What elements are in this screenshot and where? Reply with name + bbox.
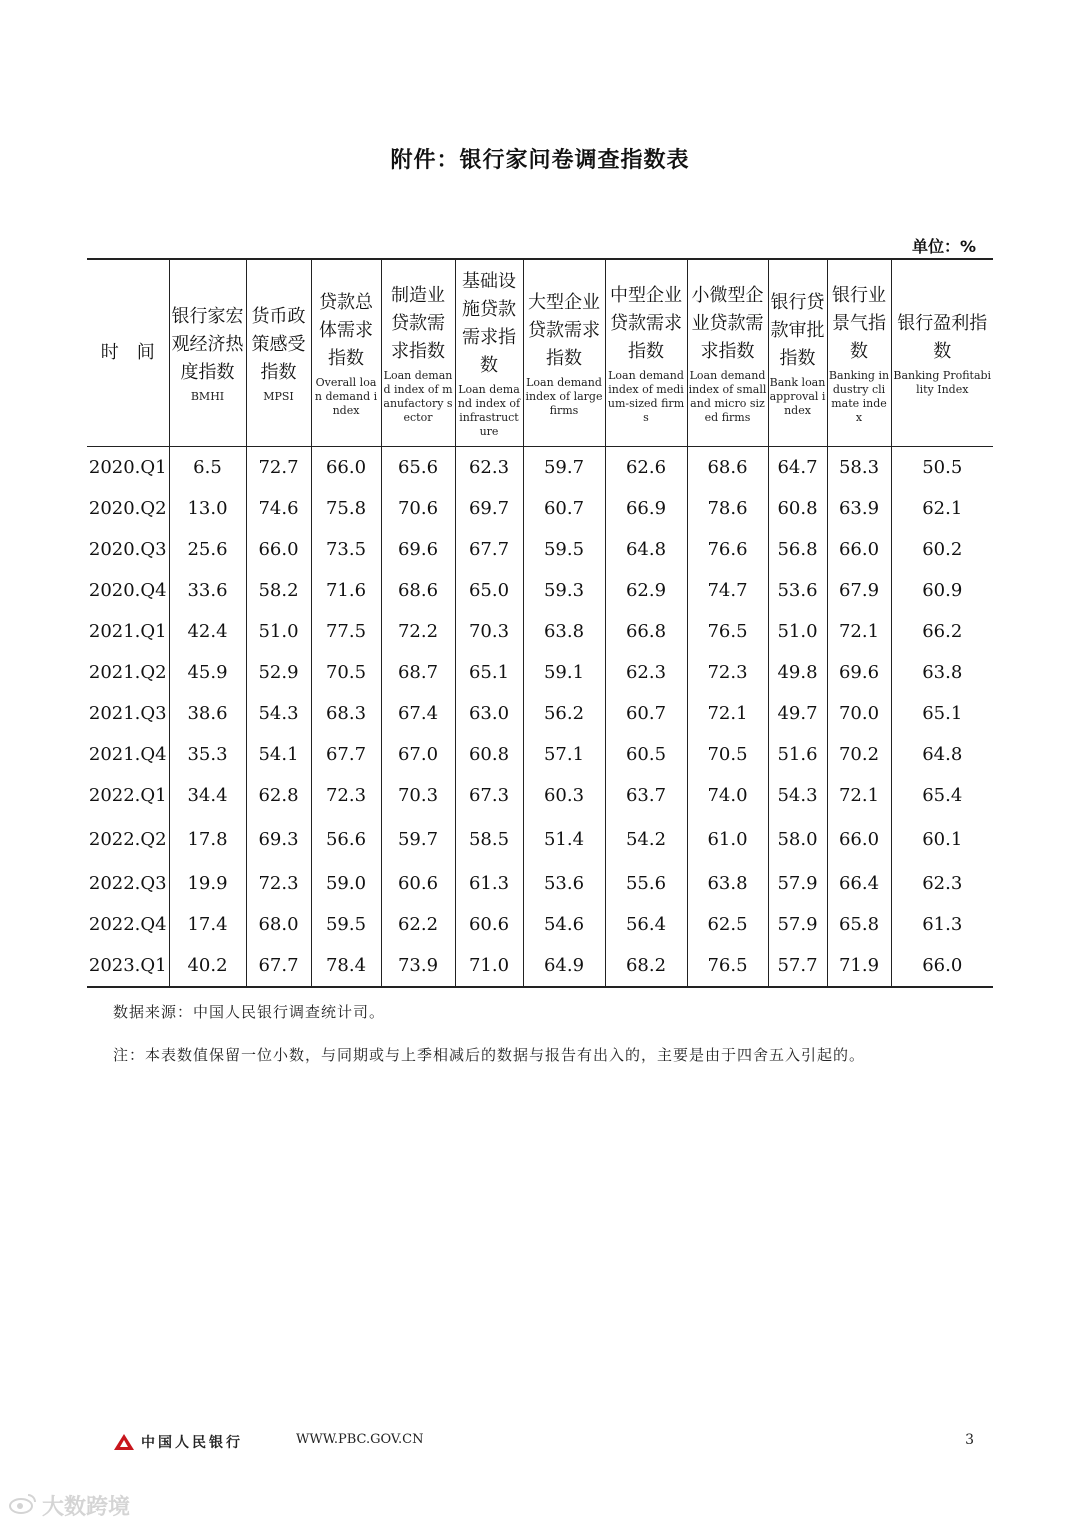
index-value-cell: 63.9 xyxy=(827,488,891,529)
index-value-cell: 64.8 xyxy=(891,734,993,775)
index-value-cell: 56.2 xyxy=(523,693,605,734)
table-body xyxy=(87,447,993,988)
index-value-cell: 69.3 xyxy=(246,816,311,863)
index-value-cell: 6.5 xyxy=(169,447,246,489)
index-value-cell: 69.7 xyxy=(455,488,523,529)
header-large-firms: 大型企业贷款需求指数 Loan demand index of large firms xyxy=(523,259,605,447)
index-value-cell: 54.2 xyxy=(605,816,687,863)
index-value-cell: 58.5 xyxy=(455,816,523,863)
index-value-cell: 51.0 xyxy=(246,611,311,652)
period-cell: 2021.Q1 xyxy=(88,621,167,642)
index-value-cell: 59.0 xyxy=(311,863,381,904)
table-row xyxy=(87,904,993,945)
header-manufacturing: 制造业贷款需求指数 Loan demand index of manufactory sector xyxy=(381,259,455,447)
index-value-cell: 38.6 xyxy=(169,693,246,734)
index-value-cell: 70.5 xyxy=(311,652,381,693)
index-value-cell: 13.0 xyxy=(169,488,246,529)
index-value-cell: 65.6 xyxy=(381,447,455,489)
table-row xyxy=(87,488,993,529)
index-value-cell: 62.3 xyxy=(455,447,523,489)
index-value-cell: 49.7 xyxy=(768,693,827,734)
index-value-cell: 70.5 xyxy=(687,734,768,775)
index-value-cell: 65.0 xyxy=(455,570,523,611)
index-value-cell: 56.8 xyxy=(768,529,827,570)
index-value-cell: 60.7 xyxy=(523,488,605,529)
period-cell: 2022.Q4 xyxy=(88,914,167,935)
index-value-cell: 65.1 xyxy=(891,693,993,734)
index-value-cell: 35.3 xyxy=(169,734,246,775)
header-loan-approval: 银行贷款审批指数 Bank loan approval index xyxy=(768,259,827,447)
period-cell: 2022.Q1 xyxy=(88,785,167,806)
header-medium-firms: 中型企业贷款需求指数 Loan demand index of medium-sized firms xyxy=(605,259,687,447)
index-value-cell: 63.8 xyxy=(687,863,768,904)
index-value-cell: 69.6 xyxy=(827,652,891,693)
index-value-cell: 66.4 xyxy=(827,863,891,904)
index-value-cell: 71.6 xyxy=(311,570,381,611)
page-title: 附件：银行家问卷调查指数表 xyxy=(390,148,690,173)
index-value-cell: 17.8 xyxy=(169,816,246,863)
index-value-cell: 63.7 xyxy=(605,775,687,816)
table-row xyxy=(87,734,993,775)
header-banking-climate: 银行业景气指数 Banking industry climate index xyxy=(827,259,891,447)
index-value-cell: 76.5 xyxy=(687,945,768,987)
index-value-cell: 59.7 xyxy=(381,816,455,863)
index-value-cell: 68.0 xyxy=(246,904,311,945)
index-value-cell: 53.6 xyxy=(523,863,605,904)
index-value-cell: 72.1 xyxy=(827,611,891,652)
index-value-cell: 59.7 xyxy=(523,447,605,489)
index-value-cell: 62.2 xyxy=(381,904,455,945)
index-value-cell: 65.4 xyxy=(891,775,993,816)
table-row xyxy=(87,447,993,489)
index-value-cell: 71.0 xyxy=(455,945,523,987)
index-value-cell: 49.8 xyxy=(768,652,827,693)
period-cell: 2022.Q2 xyxy=(88,829,167,850)
table-row xyxy=(87,693,993,734)
index-value-cell: 76.5 xyxy=(687,611,768,652)
logo-text: 中国人民银行 xyxy=(141,1435,243,1451)
index-value-cell: 71.9 xyxy=(827,945,891,987)
unit-label: 单位：% xyxy=(911,237,976,256)
index-value-cell: 67.9 xyxy=(827,570,891,611)
index-value-cell: 66.8 xyxy=(605,611,687,652)
index-value-cell: 56.4 xyxy=(605,904,687,945)
index-value-cell: 67.7 xyxy=(246,945,311,987)
index-value-cell: 25.6 xyxy=(169,529,246,570)
index-value-cell: 67.0 xyxy=(381,734,455,775)
index-value-cell: 51.0 xyxy=(768,611,827,652)
rounding-remark: 注：本表数值保留一位小数，与同期或与上季相减后的数据与报告有出入的，主要是由于四舍五入引起的。 xyxy=(113,1046,866,1064)
index-value-cell: 66.9 xyxy=(605,488,687,529)
index-value-cell: 68.3 xyxy=(311,693,381,734)
table-row xyxy=(87,863,993,904)
index-value-cell: 55.6 xyxy=(605,863,687,904)
index-value-cell: 61.0 xyxy=(687,816,768,863)
table-row xyxy=(87,945,993,987)
index-value-cell: 59.5 xyxy=(523,529,605,570)
index-value-cell: 40.2 xyxy=(169,945,246,987)
index-value-cell: 54.3 xyxy=(246,693,311,734)
data-source-note: 数据来源：中国人民银行调查统计司。 xyxy=(113,1003,386,1021)
website-link[interactable]: WWW.PBC.GOV.CN xyxy=(296,1432,424,1447)
index-value-cell: 52.9 xyxy=(246,652,311,693)
index-value-cell: 64.9 xyxy=(523,945,605,987)
index-value-cell: 67.7 xyxy=(311,734,381,775)
index-value-cell: 74.0 xyxy=(687,775,768,816)
index-value-cell: 59.5 xyxy=(311,904,381,945)
index-value-cell: 64.8 xyxy=(605,529,687,570)
index-value-cell: 59.3 xyxy=(523,570,605,611)
index-value-cell: 33.6 xyxy=(169,570,246,611)
index-value-cell: 62.1 xyxy=(891,488,993,529)
index-value-cell: 63.8 xyxy=(523,611,605,652)
index-value-cell: 78.4 xyxy=(311,945,381,987)
period-cell: 2020.Q2 xyxy=(88,498,167,519)
table-row xyxy=(87,611,993,652)
index-value-cell: 60.1 xyxy=(891,816,993,863)
index-value-cell: 19.9 xyxy=(169,863,246,904)
header-infrastructure: 基础设施贷款需求指数 Loan demand index of infrastructure xyxy=(455,259,523,447)
index-value-cell: 72.1 xyxy=(827,775,891,816)
index-value-cell: 17.4 xyxy=(169,904,246,945)
index-value-cell: 58.3 xyxy=(827,447,891,489)
index-value-cell: 72.7 xyxy=(246,447,311,489)
header-small-micro-firms: 小微型企业贷款需求指数 Loan demand index of small and micro sized firms xyxy=(687,259,768,447)
index-value-cell: 66.2 xyxy=(891,611,993,652)
index-value-cell: 57.9 xyxy=(768,863,827,904)
index-value-cell: 68.2 xyxy=(605,945,687,987)
index-value-cell: 66.0 xyxy=(891,945,993,987)
index-value-cell: 60.9 xyxy=(891,570,993,611)
index-value-cell: 60.8 xyxy=(455,734,523,775)
period-cell: 2022.Q3 xyxy=(88,873,167,894)
index-value-cell: 64.7 xyxy=(768,447,827,489)
table-row xyxy=(87,775,993,816)
index-value-cell: 62.6 xyxy=(605,447,687,489)
index-value-cell: 54.3 xyxy=(768,775,827,816)
index-value-cell: 75.8 xyxy=(311,488,381,529)
index-value-cell: 67.3 xyxy=(455,775,523,816)
index-value-cell: 74.6 xyxy=(246,488,311,529)
index-value-cell: 61.3 xyxy=(455,863,523,904)
period-cell: 2020.Q3 xyxy=(88,539,167,560)
index-value-cell: 66.0 xyxy=(246,529,311,570)
index-value-cell: 60.7 xyxy=(605,693,687,734)
index-value-cell: 78.6 xyxy=(687,488,768,529)
index-value-cell: 67.7 xyxy=(455,529,523,570)
index-value-cell: 66.0 xyxy=(311,447,381,489)
index-value-cell: 69.6 xyxy=(381,529,455,570)
index-value-cell: 76.6 xyxy=(687,529,768,570)
header-mpsi: 货币政策感受指数 MPSI xyxy=(246,259,311,447)
index-value-cell: 42.4 xyxy=(169,611,246,652)
index-value-cell: 73.9 xyxy=(381,945,455,987)
index-value-cell: 72.2 xyxy=(381,611,455,652)
header-overall-loan: 贷款总体需求指数 Overall loan demand index xyxy=(311,259,381,447)
watermark xyxy=(8,1490,130,1521)
index-value-cell: 72.3 xyxy=(311,775,381,816)
index-value-cell: 58.2 xyxy=(246,570,311,611)
weibo-icon xyxy=(8,1491,38,1521)
index-value-cell: 62.3 xyxy=(605,652,687,693)
index-value-cell: 68.7 xyxy=(381,652,455,693)
index-value-cell: 70.3 xyxy=(381,775,455,816)
index-value-cell: 74.7 xyxy=(687,570,768,611)
index-value-cell: 53.6 xyxy=(768,570,827,611)
pbc-logo-icon xyxy=(113,1433,135,1451)
index-value-cell: 70.0 xyxy=(827,693,891,734)
index-value-cell: 62.8 xyxy=(246,775,311,816)
header-row xyxy=(87,259,993,447)
bank-survey-index-table xyxy=(87,258,993,988)
index-value-cell: 72.3 xyxy=(687,652,768,693)
watermark-text: 大数跨境 xyxy=(42,1495,131,1520)
index-value-cell: 57.9 xyxy=(768,904,827,945)
index-value-cell: 70.6 xyxy=(381,488,455,529)
index-value-cell: 34.4 xyxy=(169,775,246,816)
index-value-cell: 72.3 xyxy=(246,863,311,904)
index-value-cell: 58.0 xyxy=(768,816,827,863)
page-number: 3 xyxy=(965,1432,974,1448)
index-value-cell: 65.8 xyxy=(827,904,891,945)
table-row xyxy=(87,570,993,611)
index-value-cell: 45.9 xyxy=(169,652,246,693)
index-value-cell: 60.5 xyxy=(605,734,687,775)
index-value-cell: 60.8 xyxy=(768,488,827,529)
index-value-cell: 61.3 xyxy=(891,904,993,945)
index-value-cell: 56.6 xyxy=(311,816,381,863)
index-value-cell: 68.6 xyxy=(381,570,455,611)
index-value-cell: 66.0 xyxy=(827,816,891,863)
period-cell: 2020.Q1 xyxy=(88,457,167,478)
table-row xyxy=(87,816,993,863)
table-row xyxy=(87,529,993,570)
table-row xyxy=(87,652,993,693)
index-value-cell: 51.6 xyxy=(768,734,827,775)
index-value-cell: 70.2 xyxy=(827,734,891,775)
index-value-cell: 67.4 xyxy=(381,693,455,734)
index-value-cell: 51.4 xyxy=(523,816,605,863)
index-value-cell: 73.5 xyxy=(311,529,381,570)
pbc-logo xyxy=(113,1432,243,1452)
header-profitability: 银行盈利指数 Banking Profitability Index xyxy=(891,259,993,447)
index-value-cell: 54.1 xyxy=(246,734,311,775)
header-bmhi: 银行家宏观经济热度指数 BMHI xyxy=(169,259,246,447)
index-value-cell: 57.1 xyxy=(523,734,605,775)
index-value-cell: 60.6 xyxy=(455,904,523,945)
period-cell: 2021.Q4 xyxy=(88,744,167,765)
index-value-cell: 68.6 xyxy=(687,447,768,489)
index-value-cell: 63.0 xyxy=(455,693,523,734)
period-cell: 2020.Q4 xyxy=(88,580,167,601)
index-value-cell: 65.1 xyxy=(455,652,523,693)
index-value-cell: 54.6 xyxy=(523,904,605,945)
index-value-cell: 59.1 xyxy=(523,652,605,693)
header-time: 时 间 xyxy=(87,259,169,447)
index-value-cell: 70.3 xyxy=(455,611,523,652)
index-value-cell: 62.3 xyxy=(891,863,993,904)
period-cell: 2023.Q1 xyxy=(87,945,169,987)
index-value-cell: 57.7 xyxy=(768,945,827,987)
index-value-cell: 63.8 xyxy=(891,652,993,693)
index-value-cell: 77.5 xyxy=(311,611,381,652)
index-value-cell: 60.6 xyxy=(381,863,455,904)
index-value-cell: 62.5 xyxy=(687,904,768,945)
index-value-cell: 66.0 xyxy=(827,529,891,570)
index-value-cell: 50.5 xyxy=(891,447,993,489)
index-value-cell: 60.2 xyxy=(891,529,993,570)
period-cell: 2021.Q2 xyxy=(88,662,167,683)
index-value-cell: 72.1 xyxy=(687,693,768,734)
index-value-cell: 62.9 xyxy=(605,570,687,611)
period-cell: 2021.Q3 xyxy=(88,703,167,724)
index-value-cell: 60.3 xyxy=(523,775,605,816)
